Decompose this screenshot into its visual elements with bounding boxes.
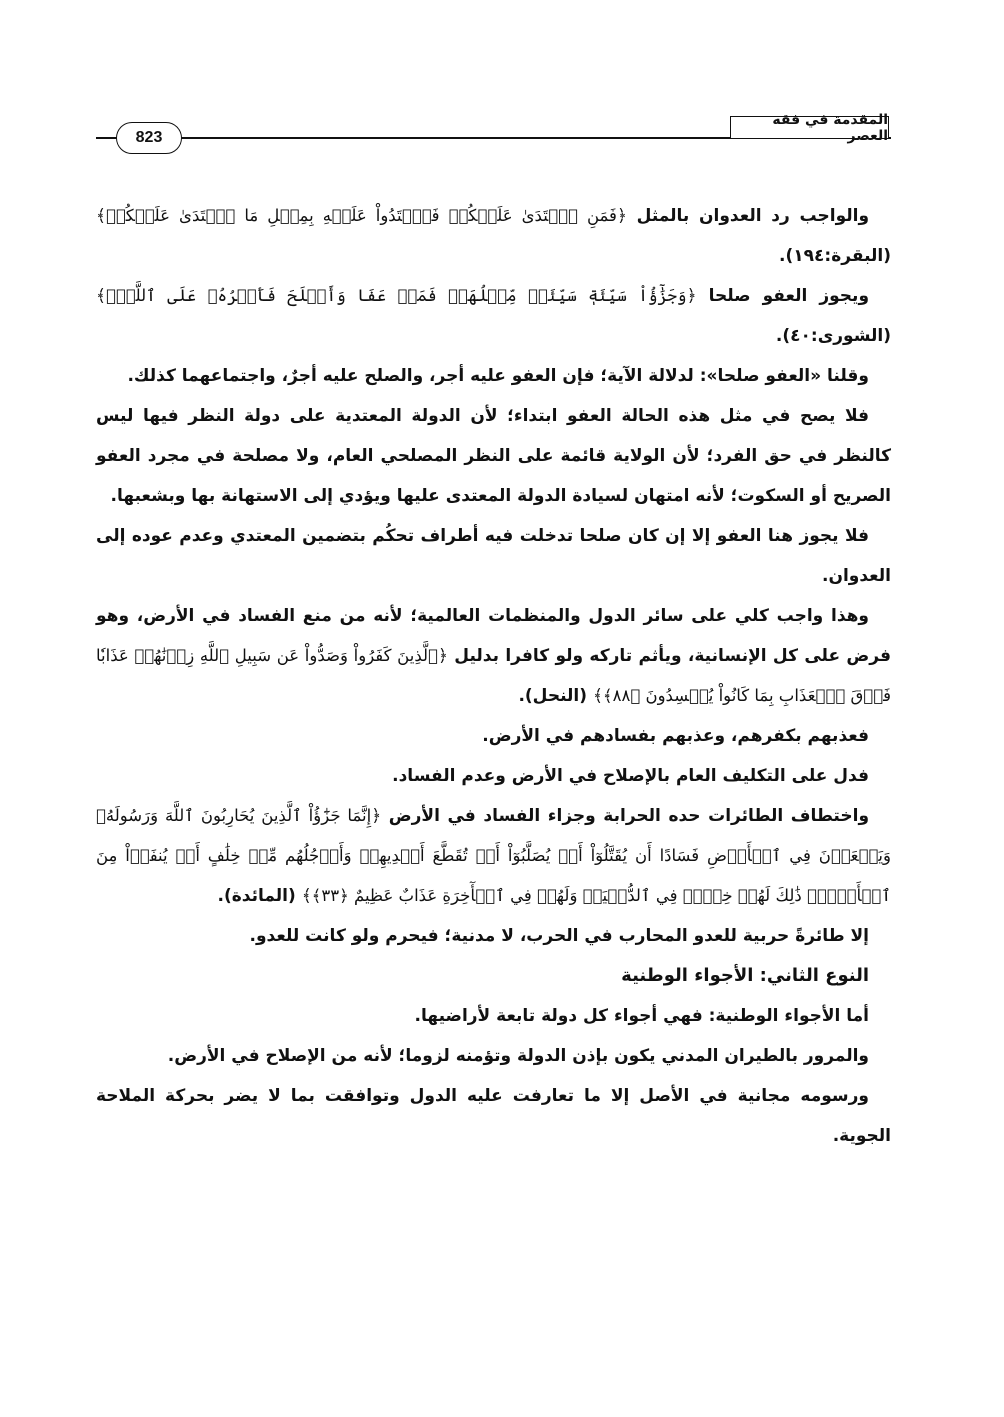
quran-verse: ٱلَّذِينَ كَفَرُواْ وَصَدُّواْ عَن سَبِيلِ ٱللَّهِ زِدۡنَٰهُمۡ عَذَابٗا فَوۡقَ ٱلۡعَذَابِ بِمَا كَانُواْ يُفۡسِدُونَ ﴿٨٨﴾ [96,646,891,705]
paragraph-6 [96,596,891,716]
p9-text: واختطاف الطائرات حده الحرابة وجزاء الفساد في الأرض [388,806,870,826]
verse-reference: (النحل). [518,686,588,706]
quran-verse: فَمَنِ ٱعۡتَدَىٰ عَلَيۡكُمۡ فَٱعۡتَدُواْ عَلَيۡهِ بِمِثۡلِ مَا ٱعۡتَدَىٰ عَلَيۡكُمۡ [105,206,617,225]
verse-open-bracket: ﴿ [616,206,627,226]
verse-close-bracket: ﴾ [592,686,603,706]
verse-close-bracket: ﴾ [96,206,106,226]
verse-open-bracket: ﴿ [686,286,697,306]
quran-verse: وَجَزَٰٓؤُاْ سَيِّئَةٖ سَيِّئَةٞ مِّثۡلُهَاۖ فَمَنۡ عَفَا وَأَصۡلَحَ فَأَجۡرُهُۥ عَلَى ٱللَّهِۚ [105,286,687,305]
paragraph-8: فدل على التكليف العام بالإصلاح في الأرض وعدم الفساد. [392,766,869,786]
page-body [96,196,891,1156]
paragraph-13: ورسومه مجانية في الأصل إلا ما تعارفت عليه الدول وتوافقت بما لا يضر بحركة الملاحة الجوية. [96,1086,891,1146]
paragraph-12: والمرور بالطيران المدني يكون بإذن الدولة وتؤمنه لزوما؛ لأنه من الإصلاح في الأرض. [167,1046,869,1066]
verse-close-bracket: ﴾ [301,886,312,906]
verse-reference: (المائدة). [217,886,296,906]
page-number: 823 [116,122,182,154]
verse-open-bracket: ﴿ [437,646,448,666]
paragraph-11: أما الأجواء الوطنية: فهي أجواء كل دولة تابعة لأراضيها. [414,1006,869,1026]
p6-text: وهذا واجب كلي على سائر الدول والمنظمات العالمية؛ لأنه من منع الفساد في الأرض، وهو فرض على كل الإنسانية، ويأثم تاركه ولو كافرا بدليل [96,606,891,666]
paragraph-4: فلا يصح في مثل هذه الحالة العفو ابتداء؛ لأن الدولة المعتدية على دولة النظر فيها ليس كالنظر في حق الفرد؛ لأن الولاية قائمة على النظر المصلحي العام، ولا مصلحة في مجرد العفو الصريح أو السكوت؛ لأنه امتهان لسيادة الدولة المعتدى عليها ويؤدي إلى الاستهانة بها وبشعبها. [96,406,891,506]
paragraph-1 [96,196,891,276]
paragraph-2 [96,276,891,356]
verse-reference: (الشورى:٤٠). [775,326,891,346]
quran-verse: إِنَّمَا جَزَٰٓؤُاْ ٱلَّذِينَ يُحَارِبُونَ ٱللَّهَ وَرَسُولَهُۥ وَيَسۡعَوۡنَ فِي ٱلۡأَرۡضِ فَسَادًا أَن يُقَتَّلُوٓاْ أَوۡ يُصَلَّبُوٓاْ أَوۡ تُقَطَّعَ أَيۡدِيهِمۡ وَأَرۡجُلُهُم مِّنۡ خِلَٰفٍ أَوۡ يُنفَوۡاْ مِنَ ٱلۡأَرۡضِۚ ذَٰلِكَ لَهُمۡ خِزۡيٞ فِي ٱلدُّنۡيَاۖ وَلَهُمۡ فِي ٱلۡأٓخِرَةِ عَذَابٌ عَظِيمٌ ﴿٣٣﴾ [96,806,891,905]
paragraph-10: إلا طائرةً حربية للعدو المحارب في الحرب، لا مدنية؛ فيحرم ولو كانت للعدو. [249,926,869,946]
verse-open-bracket: ﴿ [371,806,382,826]
paragraph-7: فعذبهم بكفرهم، وعذبهم بفسادهم في الأرض. [482,726,869,746]
verse-reference: (البقرة:١٩٤). [779,246,891,266]
verse-close-bracket: ﴾ [96,286,106,306]
paragraph-5: فلا يجوز هنا العفو إلا إن كان صلحا تدخلت فيه أطراف تحكُم بتضمين المعتدي وعدم عوده إلى العدوان. [96,526,891,586]
p1-text: والواجب رد العدوان بالمثل [636,206,870,226]
section-heading: النوع الثاني: الأجواء الوطنية [621,965,869,986]
paragraph-3: وقلنا «العفو صلحا»: لدلالة الآية؛ فإن العفو عليه أجر، والصلح عليه أجرٌ، واجتماعهما كذلك. [127,366,869,386]
paragraph-9 [96,796,891,916]
running-header: المقدمة في فقه العصر [730,116,889,138]
p2-text: ويجوز العفو صلحا [708,286,870,306]
